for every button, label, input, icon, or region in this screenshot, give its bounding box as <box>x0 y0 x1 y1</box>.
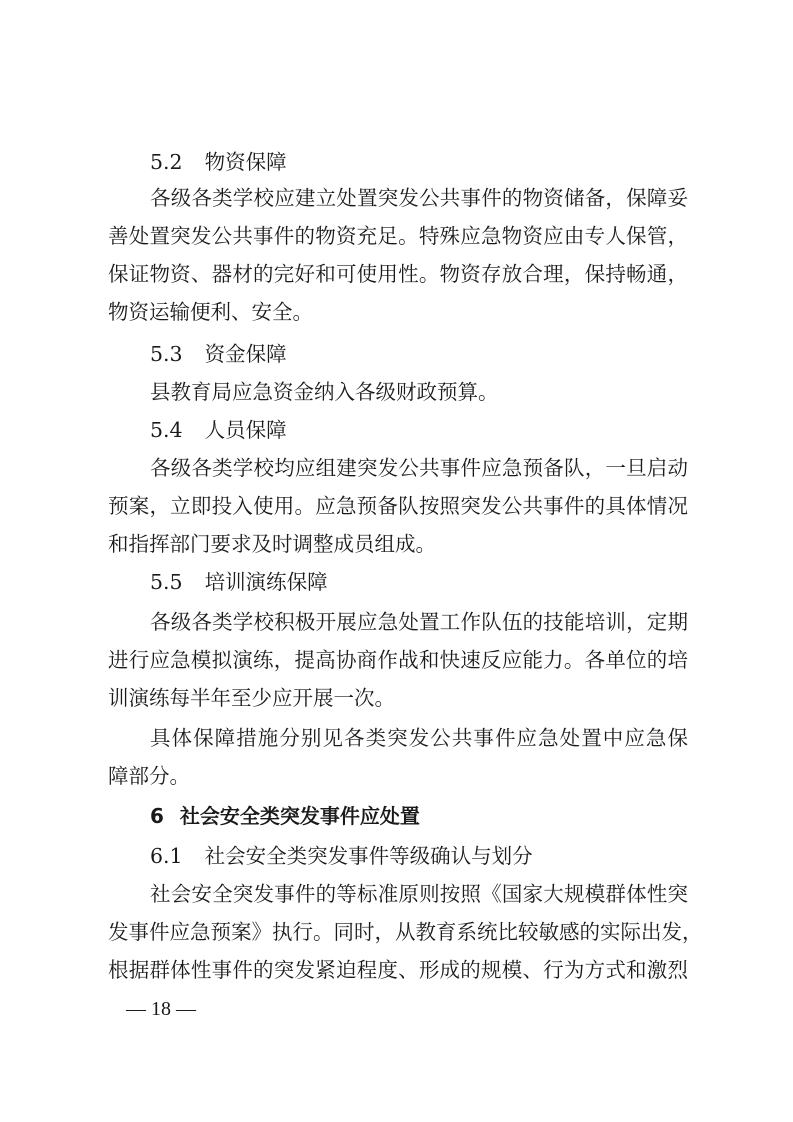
section-title: 培训演练保障 <box>204 570 328 594</box>
section-number: 5.2 <box>150 150 183 174</box>
section-title: 社会安全类突发事件应处置 <box>179 804 420 828</box>
section-heading-5-4 <box>150 412 688 448</box>
body-line: 预案，立即投入使用。应急预备队按照突发公共事件的具体情况 <box>108 494 688 518</box>
section-title: 人员保障 <box>204 418 287 442</box>
section-number: 5.4 <box>150 418 183 442</box>
section-title: 社会安全类突发事件等级确认与划分 <box>204 844 533 868</box>
body-line: 县教育局应急资金纳入各级财政预算。 <box>150 380 499 404</box>
body-line: 根据群体性事件的突发紧迫程度、形成的规模、行为方式和激烈 <box>108 958 688 982</box>
body-line: 保证物资、器材的完好和可使用性。物资存放合理，保持畅通， <box>108 262 688 286</box>
body-line: 发事件应急预案》执行。同时，从教育系统比较敏感的实际出发， <box>108 920 703 944</box>
section-number: 5.3 <box>150 342 183 366</box>
body-line: 各级各类学校积极开展应急处置工作队伍的技能培训，定期 <box>150 610 688 634</box>
section-heading-5-2 <box>150 144 688 180</box>
body-line: 善处置突发公共事件的物资充足。特殊应急物资应由专人保管， <box>108 224 688 248</box>
body-line: 物资运输便利、安全。 <box>108 300 313 324</box>
body-line: 具体保障措施分别见各类突发公共事件应急处置中应急保 <box>150 726 688 750</box>
body-line: 各级各类学校均应组建突发公共事件应急预备队，一旦启动 <box>150 456 688 480</box>
body-line: 障部分。 <box>108 764 190 788</box>
body-line: 训演练每半年至少应开展一次。 <box>108 686 395 710</box>
section-title: 物资保障 <box>204 150 287 174</box>
section-title: 资金保障 <box>204 342 287 366</box>
section-heading-5-3 <box>150 336 688 372</box>
section-number: 6 <box>150 804 164 828</box>
body-line: 各级各类学校应建立处置突发公共事件的物资储备，保障妥 <box>150 186 688 210</box>
body-line: 和指挥部门要求及时调整成员组成。 <box>108 532 436 556</box>
section-number: 5.5 <box>150 570 183 594</box>
body-line: 进行应急模拟演练，提高协商作战和快速反应能力。各单位的培 <box>108 648 688 672</box>
section-heading-6 <box>150 798 688 834</box>
section-heading-6-1 <box>150 838 688 874</box>
page-number: — 18 — <box>126 998 196 1020</box>
section-number: 6.1 <box>150 844 183 868</box>
section-heading-5-5 <box>150 564 688 600</box>
body-line: 社会安全突发事件的等标准原则按照《国家大规模群体性突 <box>150 882 688 906</box>
